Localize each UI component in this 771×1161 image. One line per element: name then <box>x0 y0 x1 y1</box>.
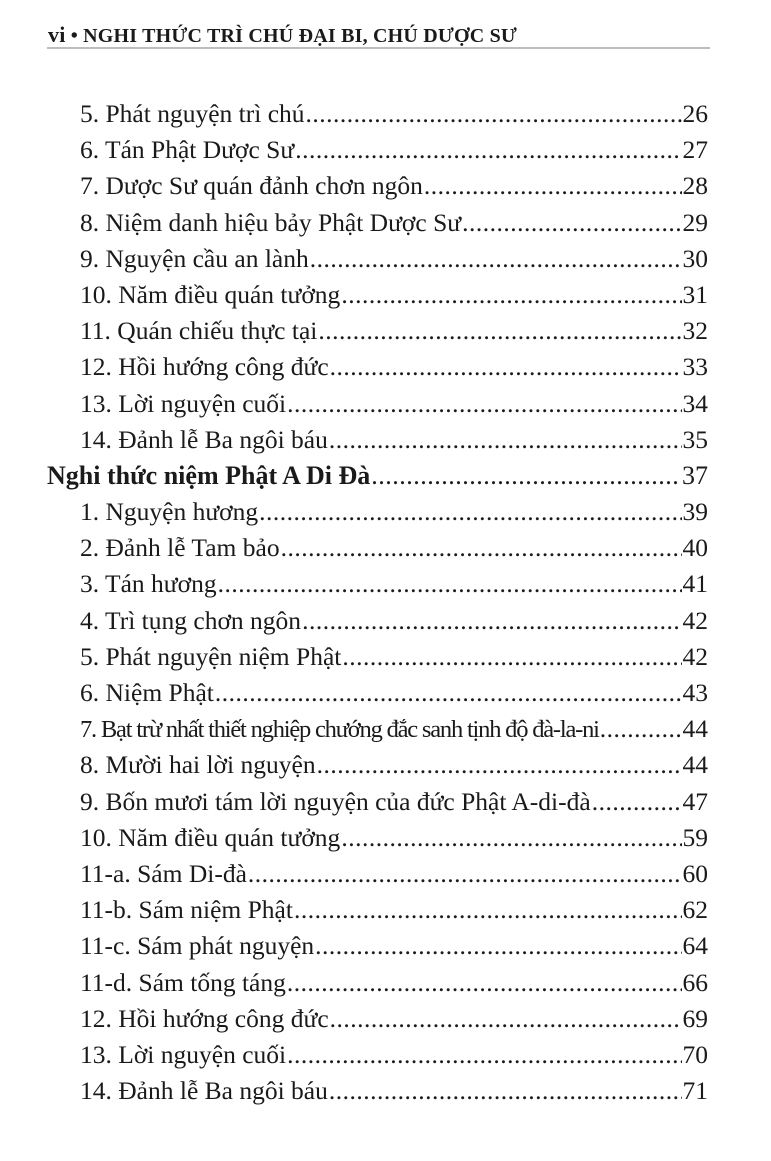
toc-entry-page: 42 <box>682 641 708 671</box>
toc-entry <box>0 784 771 820</box>
toc-entry-title: 11-b. Sám niệm Phật <box>80 895 293 925</box>
toc-entry-page: 70 <box>682 1039 708 1069</box>
dot-leader <box>424 168 682 204</box>
dot-leader <box>342 639 681 675</box>
toc-entry <box>0 928 771 964</box>
dot-leader <box>600 711 682 747</box>
toc-entry <box>0 603 771 639</box>
dot-leader <box>215 675 682 711</box>
toc-entry <box>0 313 771 349</box>
toc-entry <box>0 1073 771 1109</box>
dot-leader <box>294 892 682 928</box>
header-rule <box>47 47 710 49</box>
header-bullet: • <box>70 25 78 47</box>
toc-entry-title: 14. Đảnh lễ Ba ngôi báu <box>80 424 328 454</box>
toc-entry <box>0 711 771 747</box>
page-number-label: vi <box>48 22 66 47</box>
toc-entry <box>0 386 771 422</box>
dot-leader <box>315 928 681 964</box>
dot-leader <box>287 1037 681 1073</box>
toc-entry-title: 10. Năm điều quán tưởng <box>80 822 341 852</box>
toc-entry-page: 47 <box>682 786 708 816</box>
dot-leader <box>341 820 681 856</box>
toc-entry-title: 5. Phát nguyện niệm Phật <box>80 641 342 671</box>
toc-entry <box>0 422 771 458</box>
dot-leader <box>592 784 682 820</box>
toc-entry-page: 32 <box>682 316 708 346</box>
toc-entry-title: 4. Trì tụng chơn ngôn <box>80 605 302 635</box>
toc-entry-page: 33 <box>682 352 708 382</box>
toc-entry <box>0 494 771 530</box>
dot-leader <box>330 1001 682 1037</box>
toc-entry-title: 7. Dược Sư quán đảnh chơn ngôn <box>80 171 423 201</box>
toc-entry-title: 1. Nguyện hương <box>80 497 259 527</box>
toc-entry <box>0 675 771 711</box>
dot-leader <box>329 1073 682 1109</box>
dot-leader <box>218 566 682 602</box>
toc-entry-page: 42 <box>682 605 708 635</box>
dot-leader <box>329 422 682 458</box>
toc-entry-page: 34 <box>682 388 708 418</box>
toc-entry-page: 44 <box>682 750 708 780</box>
dot-leader <box>287 965 682 1001</box>
toc-entry-title: 11-a. Sám Di-đà <box>80 858 247 888</box>
toc-entry-title: 6. Tán Phật Dược Sư <box>80 135 295 165</box>
toc-entry-page: 31 <box>682 279 708 309</box>
dot-leader <box>317 747 682 783</box>
toc-entry-title: 5. Phát nguyện trì chú <box>80 99 305 128</box>
dot-leader <box>281 530 682 566</box>
toc-entry-title: 7. Bạt trừ nhất thiết nghiệp chướng đắc sanh tịnh độ đà-la-ni <box>80 716 599 744</box>
toc-entry-title: 12. Hồi hướng công đức <box>80 1003 329 1033</box>
dot-leader <box>248 856 682 892</box>
toc-entry-page: 39 <box>682 497 708 527</box>
dot-leader <box>318 313 681 349</box>
toc-entry <box>0 168 771 204</box>
toc-entry <box>0 747 771 783</box>
toc-entry <box>0 856 771 892</box>
dot-leader <box>295 132 681 168</box>
toc-entry <box>0 566 771 602</box>
toc-entry-title: 9. Nguyện cầu an lành <box>80 243 309 273</box>
toc-entry <box>0 639 771 675</box>
dot-leader <box>462 205 681 241</box>
toc-entry-title: 13. Lời nguyện cuối <box>80 1039 287 1069</box>
dot-leader <box>306 96 682 132</box>
toc-entry-page: 41 <box>682 569 708 599</box>
toc-entry-page: 71 <box>682 1076 708 1106</box>
toc-entry-page: 29 <box>682 207 708 237</box>
dot-leader <box>302 603 681 639</box>
toc-entry <box>0 1037 771 1073</box>
toc-entry-title: 11-d. Sám tống táng <box>80 967 286 997</box>
dot-leader <box>287 386 681 422</box>
toc-entry-title: 8. Niệm danh hiệu bảy Phật Dược Sư <box>80 207 462 237</box>
toc-entry-title: 13. Lời nguyện cuối <box>80 388 287 418</box>
toc-section-entry <box>0 458 771 494</box>
toc-entry <box>0 1001 771 1037</box>
toc-entry-page: 37 <box>682 460 708 490</box>
toc-entry <box>0 892 771 928</box>
toc-entry-page: 44 <box>682 714 708 744</box>
toc-entry-page: 59 <box>682 822 708 852</box>
toc-entry-page: 66 <box>682 967 708 997</box>
dot-leader <box>330 349 682 385</box>
toc-entry <box>0 132 771 168</box>
toc-entry-title: 9. Bốn mươi tám lời nguyện của đức Phật A-di-đà <box>80 786 591 816</box>
toc-entry-title: 11. Quán chiếu thực tại <box>80 316 318 346</box>
toc-entry-title: Nghi thức niệm Phật A Di Đà <box>47 460 371 490</box>
toc-entry-page: 28 <box>682 171 708 201</box>
dot-leader <box>341 277 681 313</box>
toc-entry-page: 35 <box>682 424 708 454</box>
toc-entry-title: 11-c. Sám phát nguyện <box>80 931 315 961</box>
toc-entry-page: 60 <box>682 858 708 888</box>
toc-entry-title: 3. Tán hương <box>80 569 217 599</box>
toc-entry-title: 12. Hồi hướng công đức <box>80 352 329 382</box>
dot-leader <box>310 241 682 277</box>
toc-entry-page: 69 <box>682 1003 708 1033</box>
table-of-contents <box>0 96 771 1109</box>
toc-entry <box>0 530 771 566</box>
toc-entry-page: 26 <box>682 99 708 128</box>
toc-entry-page: 30 <box>682 243 708 273</box>
toc-entry-page: 43 <box>682 678 708 707</box>
dot-leader <box>371 458 681 494</box>
toc-entry-title: 10. Năm điều quán tưởng <box>80 279 341 309</box>
header-title: NGHI THỨC TRÌ CHÚ ĐẠI BI, CHÚ DƯỢC SƯ <box>83 25 518 47</box>
toc-entry-title: 6. Niệm Phật <box>80 678 214 707</box>
toc-entry <box>0 277 771 313</box>
toc-entry-page: 40 <box>682 533 708 563</box>
toc-entry <box>0 205 771 241</box>
toc-entry-page: 27 <box>682 135 708 165</box>
toc-entry-title: 14. Đảnh lễ Ba ngôi báu <box>80 1076 328 1106</box>
running-header <box>48 22 710 48</box>
toc-entry <box>0 349 771 385</box>
toc-entry-page: 64 <box>682 931 708 961</box>
toc-entry-page: 62 <box>682 895 708 925</box>
dot-leader <box>259 494 681 530</box>
toc-entry-title: 2. Đảnh lễ Tam bảo <box>80 533 280 563</box>
toc-entry <box>0 241 771 277</box>
toc-entry <box>0 96 771 132</box>
toc-entry-title: 8. Mười hai lời nguyện <box>80 750 316 780</box>
toc-entry <box>0 965 771 1001</box>
toc-entry <box>0 820 771 856</box>
